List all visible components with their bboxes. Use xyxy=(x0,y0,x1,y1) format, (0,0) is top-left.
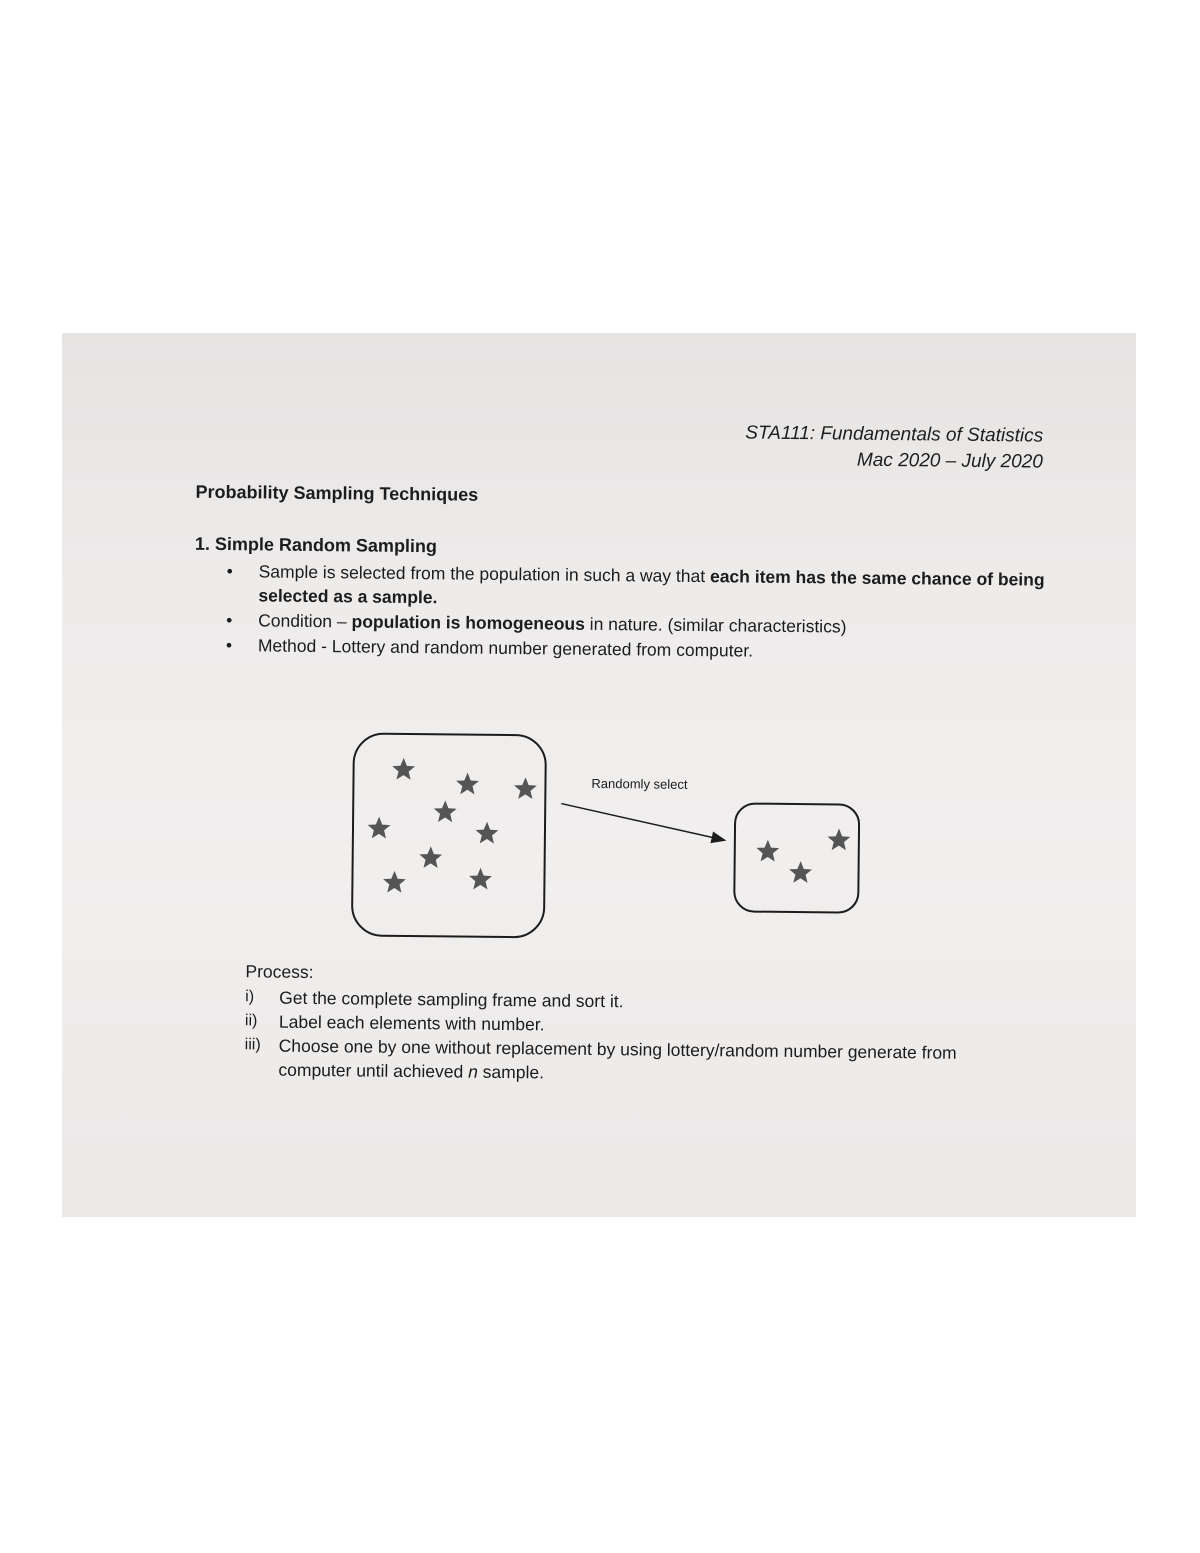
star-icon xyxy=(434,800,457,822)
section-heading: 1. Simple Random Sampling xyxy=(194,533,438,557)
step-number: iii) xyxy=(244,1036,261,1054)
bullet-bold-text: population is homogeneous xyxy=(351,611,585,634)
bullet-list xyxy=(226,559,1047,667)
sample-box xyxy=(734,803,859,912)
star-icon xyxy=(756,840,779,862)
bullet-text: Condition – xyxy=(258,610,352,632)
sampling-diagram xyxy=(340,725,882,951)
bullet-marker: • xyxy=(226,610,233,631)
process-steps xyxy=(244,985,1025,1089)
star-icon xyxy=(383,871,406,893)
star-icon xyxy=(475,822,498,844)
arrow-label: Randomly select xyxy=(591,775,688,792)
step-number: ii) xyxy=(244,1012,258,1030)
bullet-item xyxy=(226,559,1046,616)
page-title: Probability Sampling Techniques xyxy=(195,481,479,505)
star-icon xyxy=(789,861,812,883)
selection-arrow xyxy=(561,804,725,841)
star-icon xyxy=(392,758,415,780)
sample-stars xyxy=(756,828,850,884)
step-text: Label each elements with number. xyxy=(278,1011,545,1035)
population-stars xyxy=(367,758,537,894)
step-text: Get the complete sampling frame and sort it. xyxy=(279,987,624,1012)
course-title: STA111: Fundamentals of Statistics xyxy=(745,422,1044,447)
step-text-end: sample. xyxy=(477,1061,545,1083)
star-icon xyxy=(469,868,492,890)
semester-dates: Mac 2020 – July 2020 xyxy=(856,449,1043,473)
course-header xyxy=(745,420,1043,475)
population-box xyxy=(352,733,546,937)
star-icon xyxy=(827,828,850,850)
bullet-text: Sample is selected from the population in such a way that xyxy=(258,561,711,587)
bullet-tail-text: in nature. (similar characteristics) xyxy=(584,613,847,637)
process-section xyxy=(244,959,1025,1089)
bullet-marker: • xyxy=(226,561,233,582)
bullet-marker: • xyxy=(225,635,233,656)
star-icon xyxy=(419,846,442,868)
star-icon xyxy=(367,817,390,839)
process-label: Process: xyxy=(245,961,314,982)
star-icon xyxy=(456,772,479,794)
photographed-page xyxy=(62,333,1136,1217)
page-content xyxy=(62,333,1136,1217)
step-number: i) xyxy=(245,988,255,1006)
bullet-bold-text: each item has the same chance of being selected as a sample. xyxy=(258,566,1045,608)
bullet-text: Method - Lottery and random number generated from computer. xyxy=(257,635,754,661)
process-step xyxy=(244,1033,1024,1089)
step-text: Choose one by one without replacement by using lottery/random number generate from computer until achieved xyxy=(278,1035,957,1082)
sample-size-symbol: n xyxy=(468,1061,478,1082)
star-icon xyxy=(514,777,537,799)
